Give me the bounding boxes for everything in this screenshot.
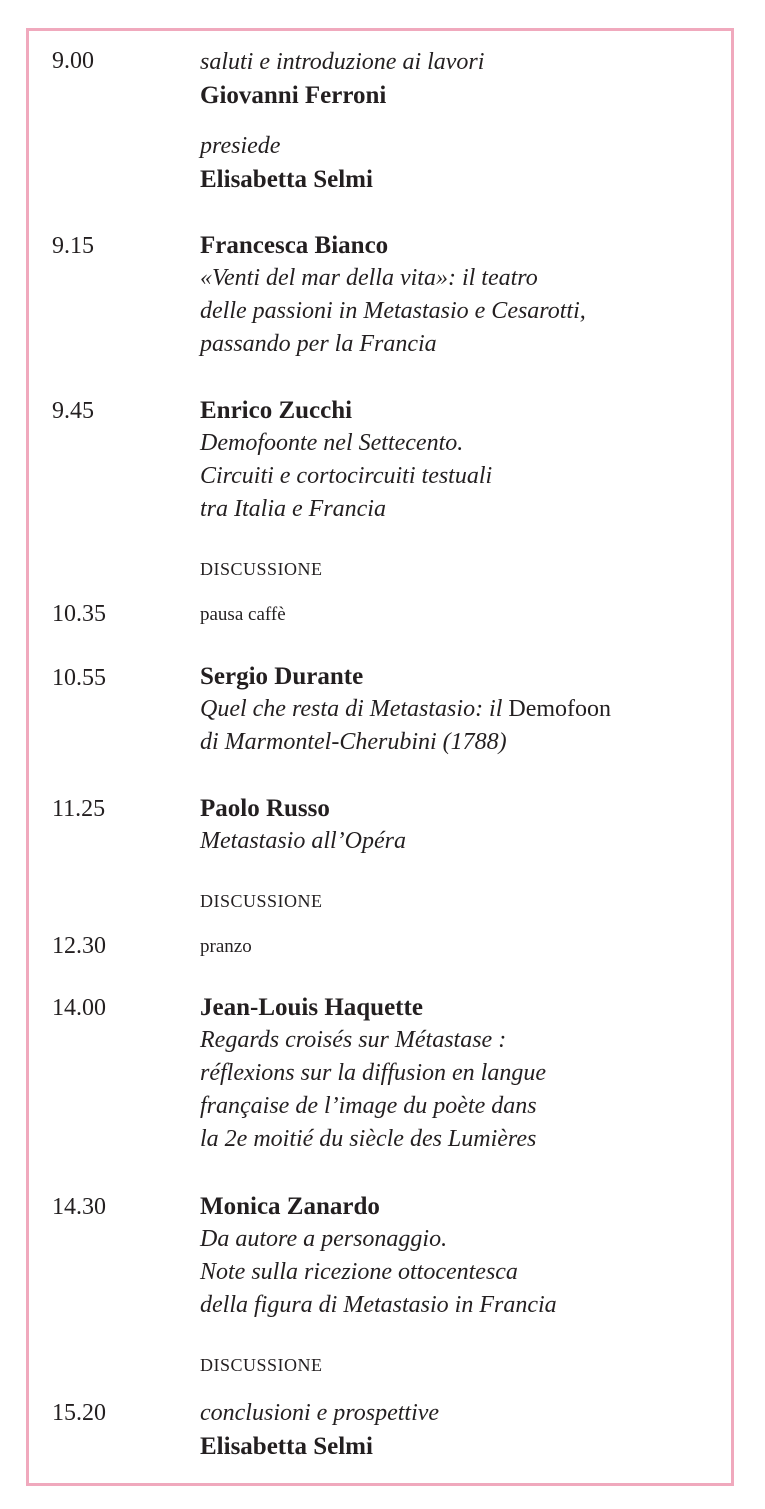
talk-title-line: Da autore a personaggio.: [200, 1226, 448, 1252]
entry-speaker: Jean-Louis Haquette: [200, 994, 423, 1021]
entry-speaker: Francesca Bianco: [200, 232, 389, 259]
talk-title-line: [200, 693, 720, 726]
discussion-label: DISCUSSIONE: [200, 891, 323, 911]
entry-content: [200, 130, 720, 196]
talk-title-line: «Venti del mar della vita»: il teatro: [200, 265, 538, 291]
talk-title-line: Regards croisés sur Métastase :: [200, 1027, 507, 1053]
entry-speaker: Giovanni Ferroni: [200, 82, 387, 109]
talk-title-line: Note sulla ricezione ottocentesca: [200, 1259, 518, 1285]
entry-speaker: Elisabetta Selmi: [200, 1433, 373, 1460]
entry-speaker: Sergio Durante: [200, 663, 364, 690]
discussion-label: DISCUSSIONE: [200, 559, 323, 579]
entry-content: [200, 229, 720, 361]
entry-speaker: Elisabetta Selmi: [200, 166, 373, 193]
entry-note: pranzo: [200, 936, 252, 957]
talk-title-italic: Quel che resta di Metastasio: il: [200, 696, 503, 722]
entry-time: 10.35: [52, 601, 106, 627]
talk-title-line: della figura di Metastasio in Francia: [200, 1292, 557, 1318]
entry-content: [200, 1190, 720, 1322]
discussion-label: DISCUSSIONE: [200, 1355, 323, 1375]
entry-content: [200, 1397, 720, 1463]
talk-title-line: di Marmontel-Cherubini (1788): [200, 729, 507, 755]
entry-note: pausa caffè: [200, 604, 286, 625]
talk-title-line: Metastasio all’Opéra: [200, 828, 406, 854]
talk-title-line: Circuiti e cortocircuiti testuali: [200, 463, 493, 489]
entry-speaker: Enrico Zucchi: [200, 397, 353, 424]
entry-content: [200, 46, 720, 112]
entry-time: 12.30: [52, 933, 106, 959]
entry-time: 15.20: [52, 1400, 106, 1426]
entry-intro: saluti e introduzione ai lavori: [200, 49, 485, 75]
entry-content: [200, 394, 720, 526]
entry-time: 9.45: [52, 398, 94, 424]
talk-title-line: delle passioni in Metastasio e Cesarotti,: [200, 298, 586, 324]
entry-time: 14.00: [52, 995, 106, 1021]
talk-title-roman: Demofoon: [508, 696, 612, 722]
entry-content: [200, 792, 720, 858]
entry-time: 9.00: [52, 48, 94, 74]
entry-speaker: Monica Zanardo: [200, 1193, 380, 1220]
entry-intro: conclusioni e prospettive: [200, 1400, 440, 1426]
talk-title-line: passando per la Francia: [200, 331, 437, 357]
entry-content: [200, 991, 720, 1156]
entry-time: 11.25: [52, 796, 106, 822]
talk-title-line: tra Italia e Francia: [200, 496, 386, 522]
talk-title-line: la 2e moitié du siècle des Lumières: [200, 1126, 537, 1152]
entry-content: [200, 660, 720, 759]
talk-title-line: réflexions sur la diffusion en langue: [200, 1060, 546, 1086]
talk-title-line: Demofoonte nel Settecento.: [200, 430, 464, 456]
entry-time: 14.30: [52, 1194, 106, 1220]
entry-role: presiede: [200, 133, 281, 159]
entry-time: 9.15: [52, 233, 94, 259]
entry-speaker: Paolo Russo: [200, 795, 330, 822]
entry-time: 10.55: [52, 665, 106, 691]
talk-title-line: française de l’image du poète dans: [200, 1093, 537, 1119]
